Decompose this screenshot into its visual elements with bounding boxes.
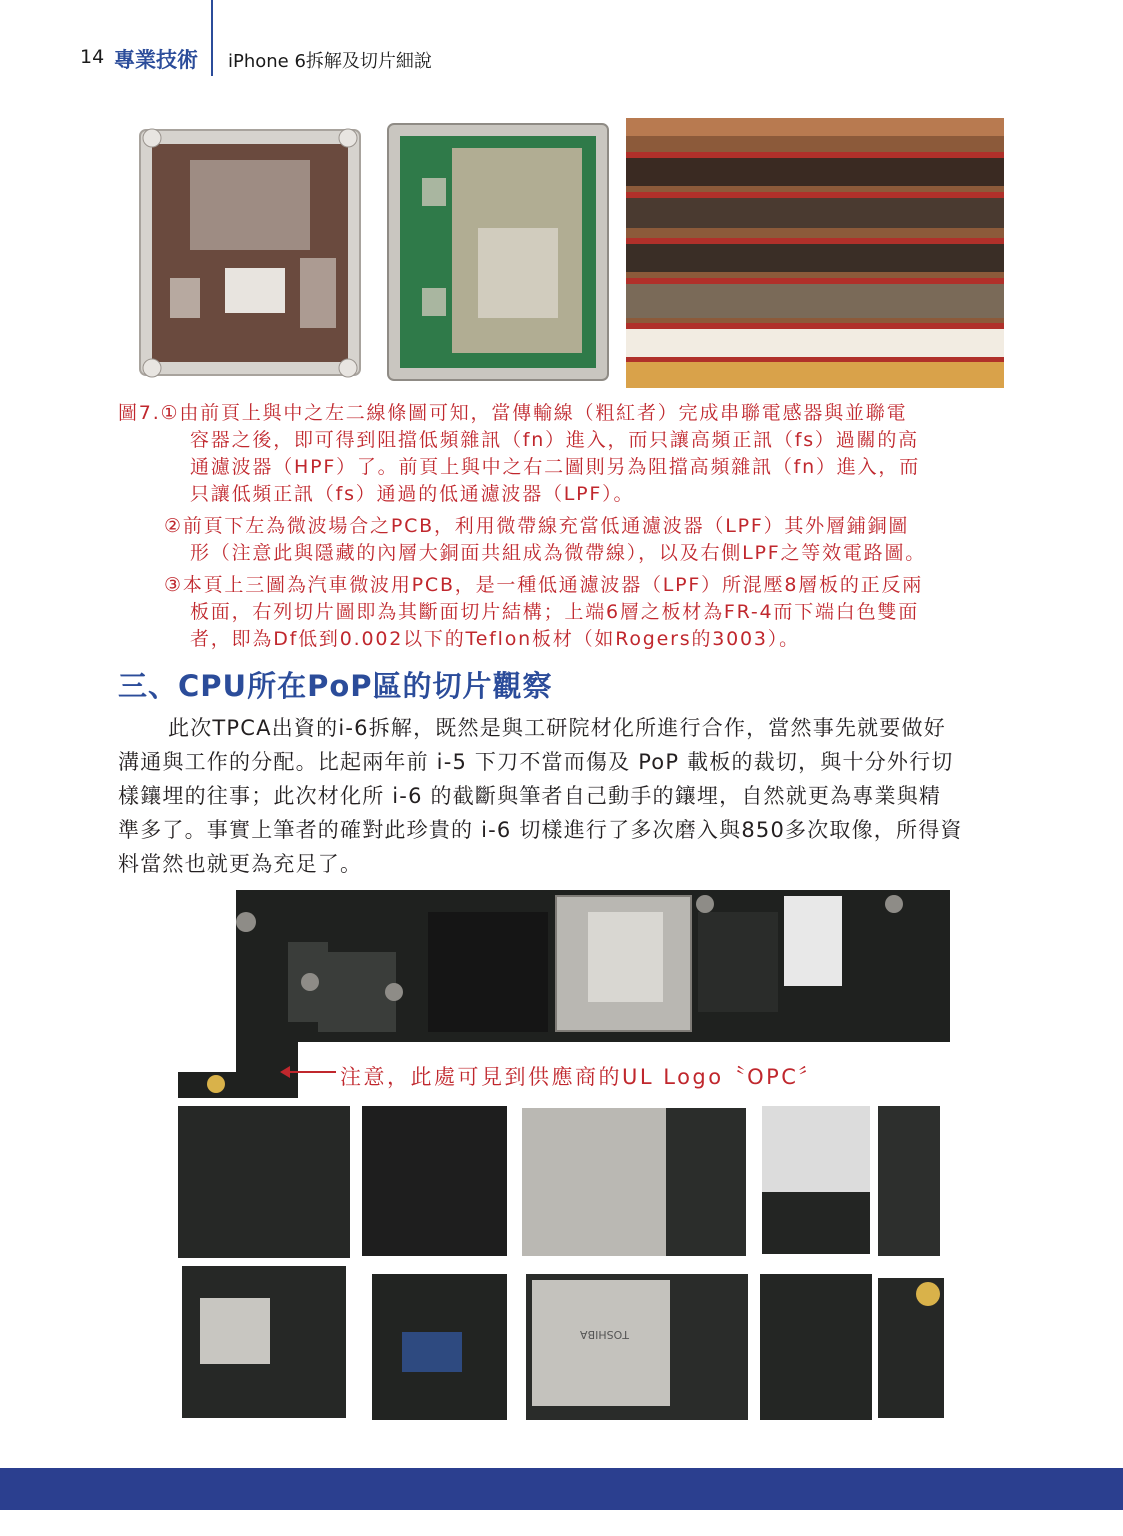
callout-text: 注意，此處可見到供應商的UL Logo〝OPC〞 (340, 1065, 822, 1089)
section-piece-8 (182, 1266, 346, 1418)
section-piece-3 (522, 1108, 666, 1256)
section-piece-6 (762, 1192, 870, 1254)
section-piece-9 (372, 1274, 507, 1420)
section-name: 專業技術 (114, 48, 198, 72)
footer-bar (0, 1468, 1123, 1510)
body-line: 樣鑲埋的往事；此次材化所 i-6 的截斷與筆者自己動手的鑲埋，自然就更為專業與精 (118, 784, 942, 808)
section-piece-7 (878, 1106, 940, 1256)
section-piece-10 (526, 1274, 748, 1420)
body-line: 準多了。事實上筆者的確對此珍貴的 i-6 切樣進行了多次磨入與850多次取像，所得資 (118, 818, 963, 842)
section-heading: 三、CPU所在PoP區的切片觀察 (118, 669, 553, 703)
pcb-front-photo (130, 108, 368, 386)
body-line: 料當然也就更為充足了。 (118, 852, 363, 876)
callout-arrowhead-icon (280, 1066, 290, 1078)
header-divider (211, 0, 213, 76)
section-piece-12 (878, 1278, 944, 1418)
section-piece-2 (362, 1106, 507, 1256)
cross-section-photo (626, 118, 1004, 388)
pcb-back-photo (382, 118, 614, 386)
section-piece-11 (760, 1274, 872, 1420)
page-number: 14 (80, 46, 105, 68)
section-piece-1 (178, 1106, 350, 1258)
callout-arrow (284, 1071, 336, 1073)
section-piece-5 (762, 1106, 870, 1192)
chip-marking: TOSHIBA (580, 1328, 629, 1341)
body-line: 溝通與工作的分配。比起兩年前 i-5 下刀不當而傷及 PoP 載板的裁切，與十分外行切 (118, 750, 954, 774)
body-line: 此次TPCA出資的i-6拆解，既然是與工研院材化所進行合作，當然事先就要做好 (168, 716, 946, 740)
article-title: iPhone 6拆解及切片細說 (228, 51, 432, 72)
section-piece-4 (666, 1108, 746, 1256)
